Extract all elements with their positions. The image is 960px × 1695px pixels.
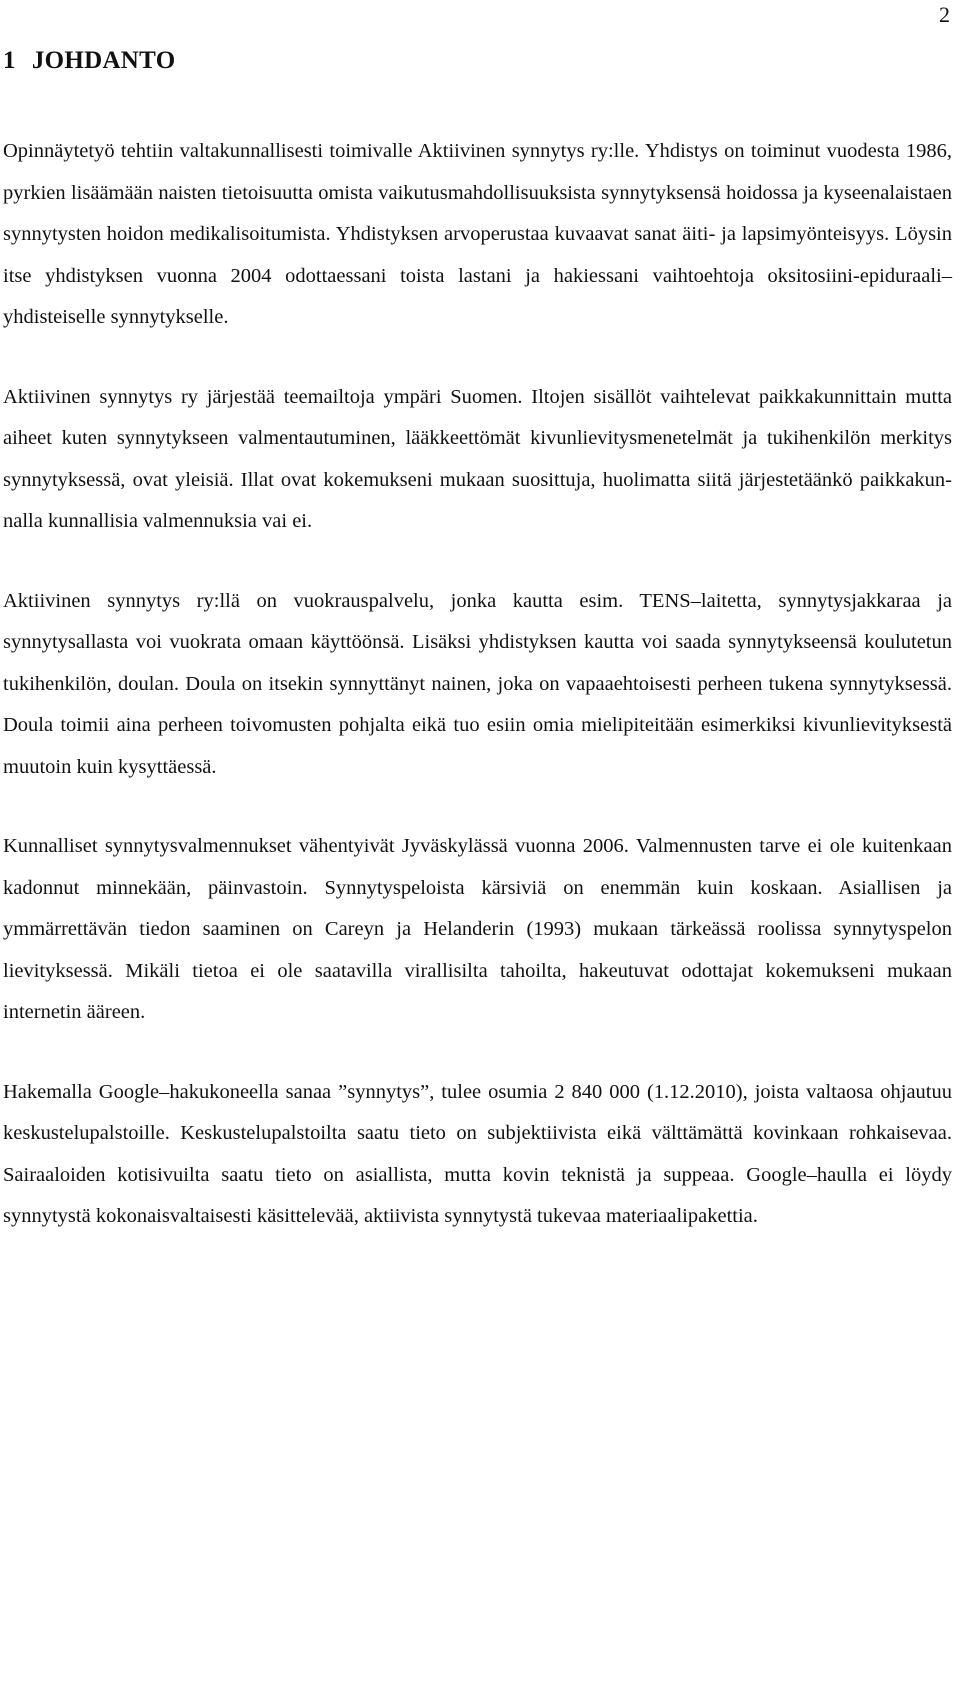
chapter-number: 1 <box>3 47 16 74</box>
chapter-title: JOHDANTO <box>31 47 176 74</box>
page-number: 2 <box>939 2 950 27</box>
paragraph-2: Aktiivinen synnytys ry järjestää teemailtoja ympäri Suomen. Iltojen sisällöt vaihtelevat paikkakunnittain mutta aiheet kuten synnytykseen valmentautuminen, lääkkeettömät kivunlievitysmenetelmät ja tukihenkilön merkitys synnytyksessä, ovat yleisiä. Illat ovat kokemukseni mukaan suosittuja, huolimatta siitä järjestetäänkö paikkakunnalla kunnallisia valmennuksia vai ei. <box>3 385 952 532</box>
paragraph-4: Kunnalliset synnytysvalmennukset vähentyivät Jyväskylässä vuonna 2006. Valmennusten tarve ei ole kuitenkaan kadonnut minnekään, päinvastoin. Synnytyspeloista kärsiviä on enemmän kuin koskaan. Asiallisen ja ymmärrettävän tiedon saaminen on Careyn ja Helanderin (1993) mukaan tärkeässä roolissa synnytyspelon lievityksessä. Mikäli tietoa ei ole saatavilla virallisilta tahoilta, hakeutuvat odottajat kokemukseni mukaan internetin ääreen. <box>3 835 952 1023</box>
chapter-heading <box>3 44 175 78</box>
body-text <box>3 131 952 1276</box>
paragraph-1: Opinnäytetyö tehtiin valtakunnallisesti toimivalle Aktiivinen synnytys ry:lle. Yhdistys on toiminut vuodesta 1986, pyrkien lisäämään naisten tietoisuutta omista vaikutusmahdollisuuksista synnytyksensä hoidossa ja kyseenalaistaen synnytysten hoidon medikalisoitumista. Yhdistyksen arvoperustaa kuvaavat sanat äiti- ja lapsimyönteisyys. Löysin itse yhdistyksen vuonna 2004 odottaessani toista lastani ja hakiessani vaihtoehtoja oksitosiini-epiduraali–yhdisteiselle synnytykselle. <box>3 140 952 328</box>
paragraph-5: Hakemalla Google–hakukoneella sanaa ”synnytys”, tulee osumia 2 840 000 (1.12.2010), joista valtaosa ohjautuu keskustelupalstoille. Keskustelupalstoilta saatu tieto on subjektiivista eikä välttämättä kovinkaan rohkaisevaa. Sairaaloiden kotisivuilta saatu tieto on asiallista, mutta kovin teknistä ja suppeaa. Google–haulla ei löydy synnytystä kokonaisvaltaisesti käsittelevää, aktiivista synnytystä tukevaa materiaalipakettia. <box>3 1080 952 1227</box>
paragraph-3: Aktiivinen synnytys ry:llä on vuokrauspalvelu, jonka kautta esim. TENS–laitetta, synnytysjakkaraa ja synnytysallasta voi vuokrata omaan käyttöönsä. Lisäksi yhdistyksen kautta voi saada synnytykseensä koulutetun tukihenkilön, doulan. Doula on itsekin synnyttänyt nainen, joka on vapaaehtoisesti perheen tukena synnytyksessä. Doula toimii aina perheen toivomusten pohjalta eikä tuo esiin omia mielipiteitään esimerkiksi kivunlievityksestä muutoin kuin kysyttäessä. <box>3 589 952 778</box>
